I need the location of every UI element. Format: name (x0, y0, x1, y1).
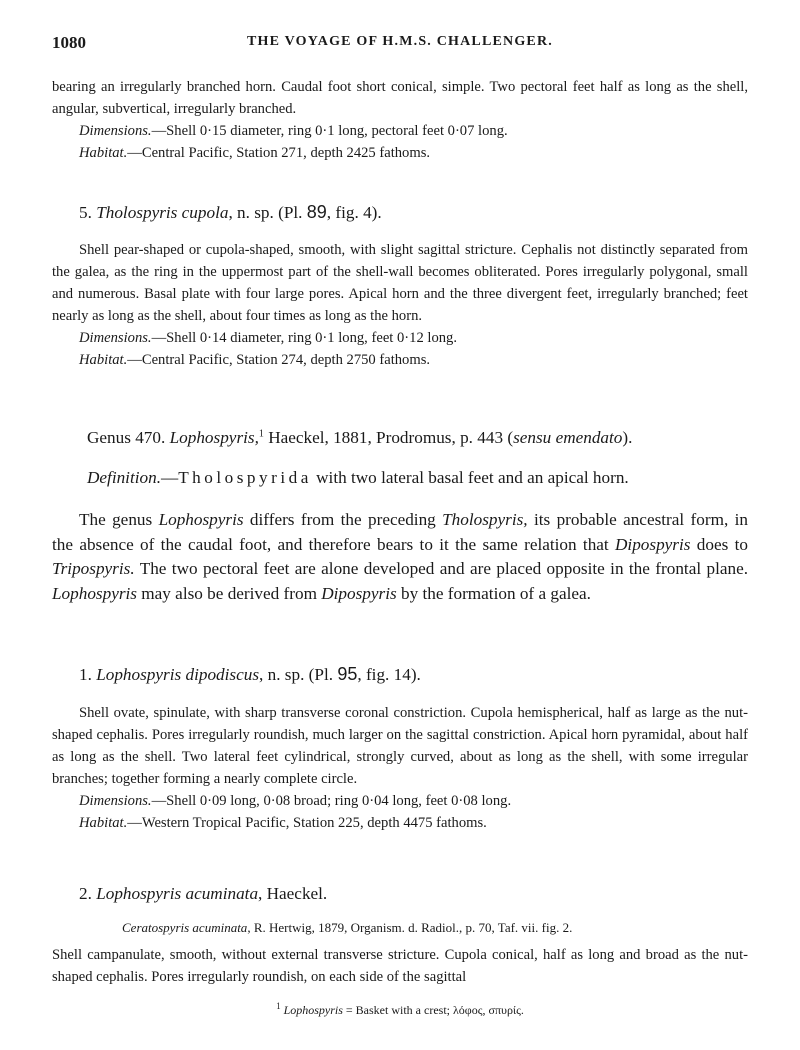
species-2-body (52, 944, 748, 988)
habitat-label: Habitat. (79, 815, 128, 831)
synonym-name: Ceratospyris acuminata (122, 920, 248, 935)
species-1-name: Lophospyris dipodiscus (96, 665, 260, 684)
habitat-label: Habitat. (79, 145, 128, 161)
species-1-block (52, 664, 748, 685)
genus-definition: Definition.—Tholospyrida with two lateral basal feet and an apical horn. (87, 468, 629, 487)
footnote-term: Lophospyris (283, 1003, 343, 1017)
species-2-block (52, 884, 748, 904)
species-5-habitat: Habitat.—Central Pacific, Station 274, depth 2750 fathoms. (79, 352, 431, 368)
prev-species-dimensions: Dimensions.—Shell 0·15 diameter, ring 0·1 long, pectoral feet 0·07 long. (79, 123, 508, 139)
dimensions-label: Dimensions. (79, 330, 152, 346)
species-1-description: Shell ovate, spinulate, with sharp transverse coronal constriction. Cupola hemispherical, half as large as the nut-shaped cephalis. Pores irregularly roundish, much larger on the sagittal constriction. Apical horn pyramidal, about half as long as the shell. Two lateral feet cylindrical, strongly curved, about as long as the shell, with some irregular branches; together forming a nearly complete circle. (52, 705, 748, 787)
footnote: $^1$ Lophospyris = Basket with a crest; λόφος, σπυρίς. (276, 1001, 524, 1017)
species-2-name: Lophospyris acuminata (96, 884, 259, 903)
species-1-habitat: Habitat.—Western Tropical Pacific, Station 225, depth 4475 fathoms. (79, 815, 487, 831)
footnote-block (52, 998, 748, 1018)
habitat-label: Habitat. (79, 352, 128, 368)
species-5-description: Shell pear-shaped or cupola-shaped, smooth, with slight sagittal stricture. Cephalis not distinctly separated from the galea, as the ring in the uppermost part of the shell-wall becomes obliterated. Pores irregularly polygonal, small and numerous. Basal plate with four large pores. Apical horn and the three divergent feet, irregularly branched; feet nearly as long as the shell, about four times as long as the horn. (52, 242, 748, 324)
genus-name: Lophospyris, (169, 428, 259, 447)
page-number: 1080 (52, 33, 86, 52)
running-title: THE VOYAGE OF H.M.S. CHALLENGER. (247, 34, 553, 49)
dimensions-label: Dimensions. (79, 793, 152, 809)
genus-paragraph: The genus Lophospyris differs from the preceding Tholospyris, its probable ancestral form, in the absence of the caudal foot, and therefore bears to it the same relation that Dipospyris does to Tripospyris. The two pectoral feet are alone developed and are placed opposite in the frontal plane. Lophospyris may also be derived from Dipospyris by the formation of a galea. (52, 510, 748, 603)
dimensions-label: Dimensions. (79, 123, 152, 139)
plate-number: 89 (306, 202, 327, 222)
plate-number: 95 (337, 664, 358, 684)
species-2-heading: 2. Lophospyris acuminata, Haeckel. (79, 884, 328, 903)
prev-species-block (52, 76, 748, 164)
species-5-name: Tholospyris cupola (96, 203, 229, 222)
species-1-heading: 1. Lophospyris dipodiscus, n. sp. (Pl. 95, fig. 14). (79, 664, 421, 684)
species-5-heading: 5. Tholospyris cupola, n. sp. (Pl. 89, fig. 4). (79, 202, 382, 222)
species-1-dimensions: Dimensions.—Shell 0·09 long, 0·08 broad; ring 0·04 long, feet 0·08 long. (79, 793, 512, 809)
species-5-dimensions: Dimensions.—Shell 0·14 diameter, ring 0·1 long, feet 0·12 long. (79, 330, 457, 346)
footnote-mark: 1 (258, 428, 264, 440)
prev-species-habitat: Habitat.—Central Pacific, Station 271, depth 2425 fathoms. (79, 145, 431, 161)
species-2-description: Shell campanulate, smooth, without external transverse stricture. Cupola conical, half as long and broad as the nut-shaped cephalis. Pores irregularly roundish, on each side of the sagittal (52, 947, 748, 985)
page-header (52, 33, 748, 55)
species-2-synonym: Ceratospyris acuminata, R. Hertwig, 1879, Organism. d. Radiol., p. 70, Taf. vii. fig. 2. (122, 920, 573, 935)
species-1-body (52, 702, 748, 834)
species-5-block (52, 202, 748, 223)
genus-paragraph-block (52, 508, 748, 606)
species-5-body (52, 239, 748, 371)
prev-species-description: bearing an irregularly branched horn. Caudal foot short conical, simple. Two pectoral feet half as long as the shell, angular, subvertical, irregularly branched. (52, 79, 748, 117)
definition-group: Tholospyrida (178, 468, 312, 487)
species-2-synonym-block (52, 918, 748, 938)
genus-definition-block (52, 468, 748, 488)
genus-heading: Genus 470. Lophospyris,$^1$ Haeckel, 1881, Prodromus, p. 443 (sensu emendato). (87, 428, 633, 447)
definition-label: Definition. (87, 468, 161, 487)
genus-heading-block (52, 428, 748, 448)
